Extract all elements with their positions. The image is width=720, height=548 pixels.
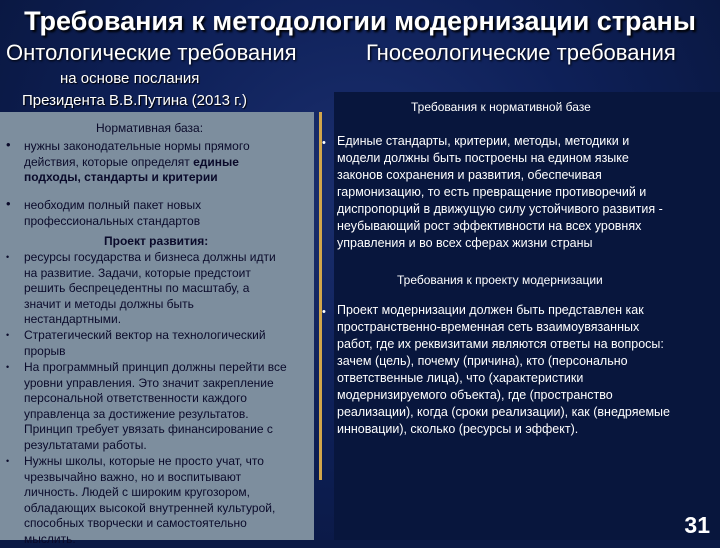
bullet-icon: •: [6, 456, 10, 466]
bullet-icon: •: [6, 330, 10, 340]
text-line: зачем (цель), почему (причина), кто (персонально: [337, 354, 628, 368]
text-line: уровни управления. Это значит закрепление: [24, 375, 274, 390]
text-line: нужны законодательные нормы прямого: [24, 139, 250, 153]
text-line: управленца за достижение результатов.: [24, 406, 249, 421]
text-line: работ, где их реквизитами являются ответы на вопросы:: [337, 337, 664, 351]
text-line: На программный принцип должны перейти все: [24, 360, 287, 374]
bullet-icon: •: [6, 137, 11, 152]
text-line: законов сохранения и развития, обеспечивая: [337, 168, 602, 182]
bullet-icon: •: [6, 252, 10, 262]
project-item-3: [24, 360, 314, 454]
text-line: прорыв: [24, 343, 66, 358]
text-line: неубывающий рост эффективности на всех уровнях: [337, 219, 642, 233]
text-line: реализации), когда (сроки реализации), как (внедряемые: [337, 405, 670, 419]
text-line: результатами работы.: [24, 437, 147, 452]
text-line: [24, 155, 314, 171]
bullet-icon: •: [6, 196, 11, 211]
text-line: диспропорций в движущую силу устойчивого развития -: [337, 202, 663, 216]
subtitle-line-1: на основе послания: [60, 70, 200, 87]
project-item-2: [24, 328, 314, 359]
text-line: значит и методы должны быть: [24, 296, 194, 311]
normative-requirements-heading: Требования к нормативной базе: [411, 100, 591, 114]
text-line: инновации), сколько (ресурсы и эффект).: [337, 422, 579, 436]
text-line: нестандартными.: [24, 312, 122, 327]
subtitle-line-2: Президента В.В.Путина (2013 г.): [22, 92, 247, 109]
normative-item-2: [24, 198, 314, 229]
column-divider: [319, 112, 322, 480]
text-line: гармонизацию, то есть превращение противоречий и: [337, 185, 647, 199]
bullet-icon: •: [6, 362, 10, 372]
gnoseological-heading: Гносеологические требования: [366, 40, 676, 65]
slide-title: Требования к методологии модернизации страны: [24, 6, 696, 36]
text-line: Стратегический вектор на технологический: [24, 328, 266, 342]
text-line: личность. Людей с широким кругозором,: [24, 485, 250, 500]
development-project-heading: Проект развития:: [104, 234, 209, 248]
text-line: управления и во всех сферах жизни страны: [337, 236, 593, 250]
project-item-4: [24, 454, 314, 548]
page-number: 31: [684, 512, 710, 538]
bold-text: единые: [193, 154, 239, 169]
bullet-icon: •: [322, 306, 326, 318]
text-line: Единые стандарты, критерии, методы, методики и: [337, 134, 630, 148]
text-line: пространственно-временная сеть взаимоувязанных: [337, 320, 640, 334]
text-line: мыслить.: [24, 531, 76, 546]
text-line: решить беспрецедентны по масштабу, а: [24, 281, 250, 296]
text-line: модели должны быть построены на едином языке: [337, 151, 629, 165]
bold-text: подходы, стандарты и критерии: [24, 170, 218, 185]
modernization-requirement-item: [337, 302, 717, 438]
text-line: Проект модернизации должен быть представлен как: [337, 303, 644, 317]
bullet-icon: •: [322, 137, 326, 149]
normative-base-heading: Нормативная база:: [96, 121, 204, 135]
normative-item-1: [24, 139, 314, 186]
text-line: способных творчески и самостоятельно: [24, 516, 247, 531]
text-line: персональной ответственности каждого: [24, 391, 247, 406]
text-fragment: действия, которые определят: [24, 154, 194, 169]
text-line: профессиональных стандартов: [24, 213, 201, 228]
text-line: модернизируемого объекта), где (пространство: [337, 388, 613, 402]
normative-requirement-item: [337, 133, 717, 252]
modernization-project-heading: Требования к проекту модернизации: [397, 273, 603, 287]
text-line: Нужны школы, которые не просто учат, что: [24, 454, 264, 468]
text-line: чрезвычайно важно, но и воспитывают: [24, 469, 242, 484]
project-item-1: [24, 250, 314, 328]
text-line: ответственные лица), что (характеристики: [337, 371, 584, 385]
text-line: обладающих высокой внутренней культурой,: [24, 500, 276, 515]
text-line: Принцип требует увязать финансирование с: [24, 422, 273, 437]
ontological-heading: Онтологические требования: [6, 40, 297, 65]
text-line: ресурсы государства и бизнеса должны идти: [24, 250, 276, 264]
text-line: на развитие. Задачи, которые предстоит: [24, 265, 251, 280]
text-line: необходим полный пакет новых: [24, 198, 202, 212]
